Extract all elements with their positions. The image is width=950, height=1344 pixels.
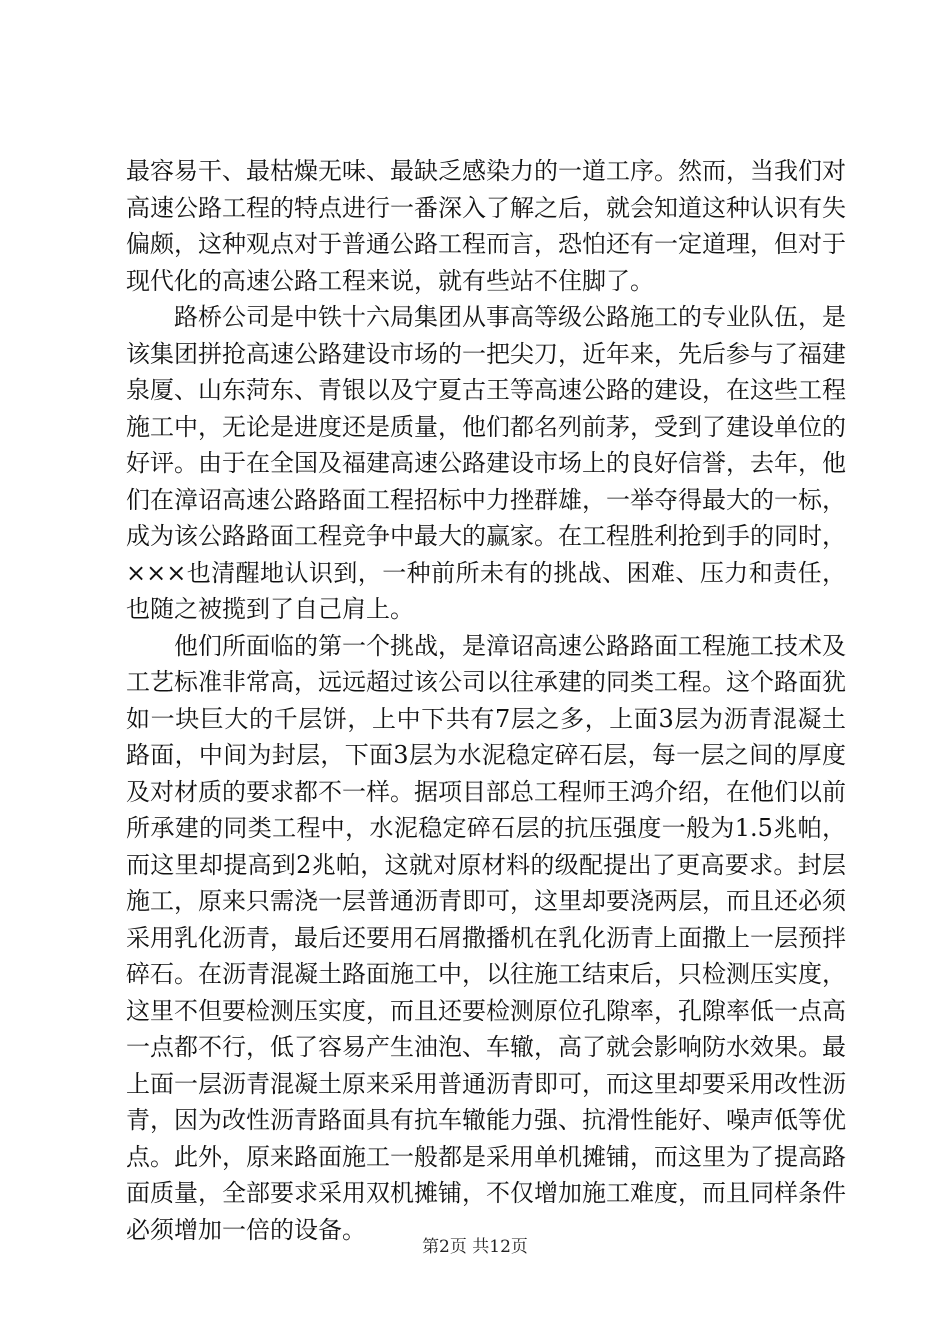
- paragraph-continuation: 最容易干、最枯燥无味、最缺乏感染力的一道工序。然而，当我们对高速公路工程的特点进行一番深入了解之后，就会知道这种认识有失偏颇，这种观点对于普通公路工程而言，恐怕还有一定道理，但对于现代化的高速公路工程来说，就有些站不住脚了。: [126, 157, 846, 295]
- paragraph-company-intro: 路桥公司是中铁十六局集团从事高等级公路施工的专业队伍，是该集团拼抢高速公路建设市场的一把尖刀，近年来，先后参与了福建泉厦、山东菏东、青银以及宁夏古王等高速公路的建设，在这些工程施工中，无论是进度还是质量，他们都名列前茅，受到了建设单位的好评。由于在全国及福建高速公路建设市场上的良好信誉，去年，他们在漳诏高速公路路面工程招标中力挫群雄，一举夺得最大的一标，成为该公路路面工程竞争中最大的赢家。在工程胜利抢到手的同时，×××也清醒地认识到，一种前所未有的挑战、困难、压力和责任，也随之被揽到了自己肩上。: [126, 303, 846, 623]
- paragraph-first-challenge: 他们所面临的第一个挑战，是漳诏高速公路路面工程施工技术及工艺标准非常高，远远超过该公司以往承建的同类工程。这个路面犹如一块巨大的千层饼，上中下共有7层之多，上面3层为沥青混凝土路面，中间为封层，下面3层为水泥稳定碎石层，每一层之间的厚度及对材质的要求都不一样。据项目部总工程师王鸿介绍，在他们以前所承建的同类工程中，水泥稳定碎石层的抗压强度一般为1.5兆帕，而这里却提高到2兆帕，这就对原材料的级配提出了更高要求。封层施工，原来只需浇一层普通沥青即可，这里却要浇两层，而且还必须采用乳化沥青，最后还要用石屑撒播机在乳化沥青上面撒上一层预拌碎石。在沥青混凝土路面施工中，以往施工结束后，只检测压实度，这里不但要检测压实度，而且还要检测原位孔隙率，孔隙率低一点高一点都不行，低了容易产生油泡、车辙，高了就会影响防水效果。最上面一层沥青混凝土原来采用普通沥青即可，而这里却要采用改性沥青，因为改性沥青路面具有抗车辙能力强、抗滑性能好、噪声低等优点。此外，原来路面施工一般都是采用单机摊铺，而这里为了提高路面质量，全部要求采用双机摊铺，不仅增加施工难度，而且同样条件必须增加一倍的设备。: [126, 631, 846, 1244]
- page-number-footer: 第2页 共12页: [422, 1237, 528, 1257]
- document-body: [126, 153, 846, 1248]
